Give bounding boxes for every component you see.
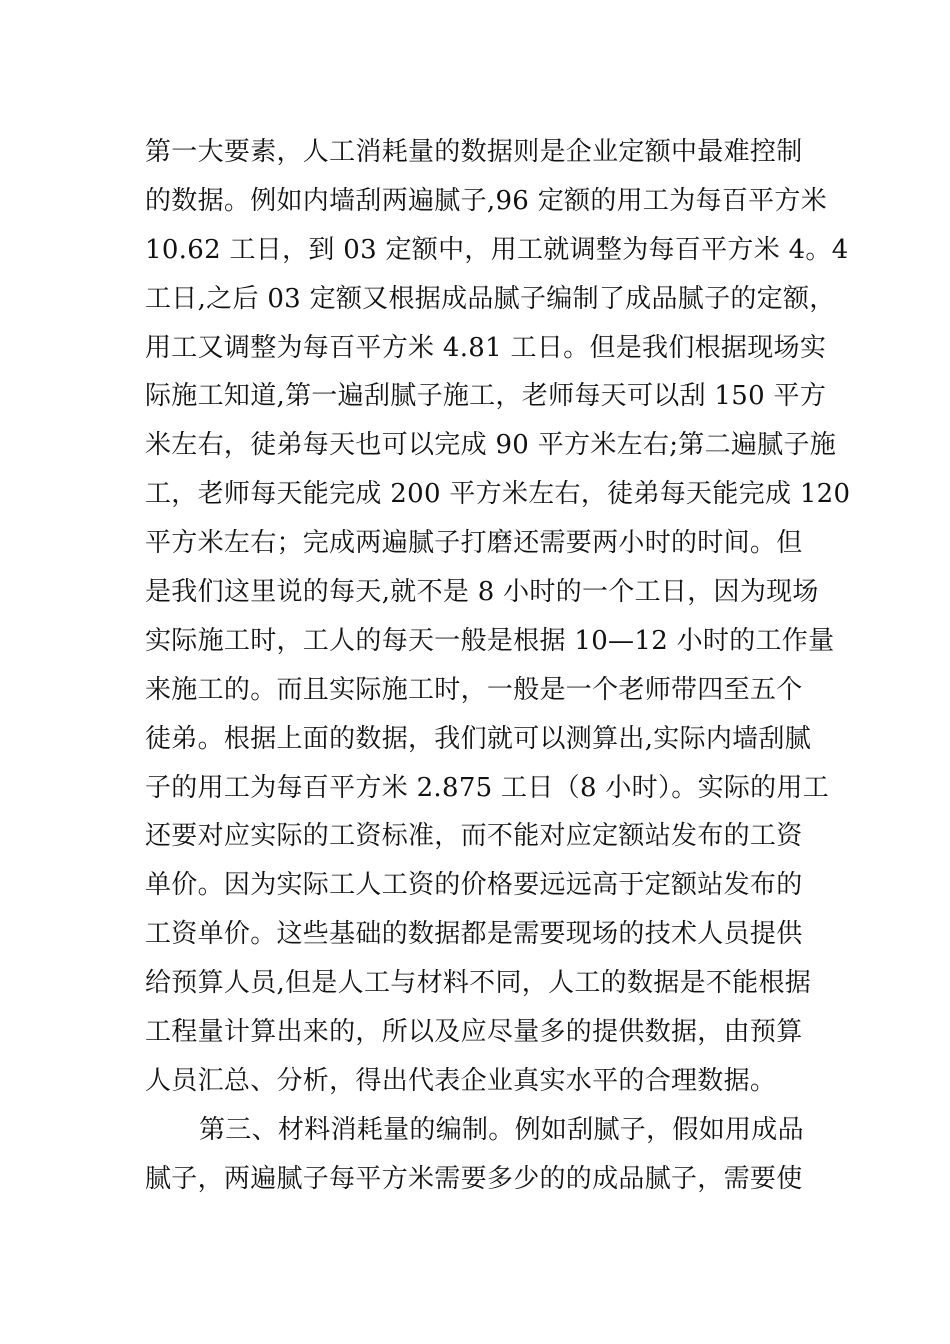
text-line: 给预算人员,但是人工与材料不同，人工的数据是不能根据 xyxy=(145,968,812,999)
body-text xyxy=(145,128,851,1204)
text-line: 实际施工时，工人的每天一般是根据 10—12 小时的工作量 xyxy=(145,625,835,656)
text-line: 平方米左右；完成两遍腻子打磨还需要两小时的时间。但 xyxy=(145,528,803,559)
paragraph-start-line: 第三、材料消耗量的编制。例如刮腻子，假如用成品 xyxy=(199,1114,804,1145)
text-line: 徒弟。根据上面的数据，我们就可以测算出,实际内墙刮腻 xyxy=(145,723,812,754)
text-line: 的数据。例如内墙刮两遍腻子,96 定额的用工为每百平方米 xyxy=(145,185,828,216)
text-line: 是我们这里说的每天,就不是 8 小时的一个工日，因为现场 xyxy=(145,577,819,608)
text-line: 10.62 工日，到 03 定额中，用工就调整为每百平方米 4。4 xyxy=(145,234,849,265)
text-line: 来施工的。而且实际施工时，一般是一个老师带四至五个 xyxy=(145,674,803,705)
text-line: 还要对应实际的工资标准，而不能对应定额站发布的工资 xyxy=(145,821,803,852)
text-line: 第一大要素，人工消耗量的数据则是企业定额中最难控制 xyxy=(145,137,803,167)
text-line: 工，老师每天能完成 200 平方米左右，徒弟每天能完成 120 xyxy=(145,479,851,510)
text-line: 子的用工为每百平方米 2.875 工日（8 小时）。实际的用工 xyxy=(145,772,830,803)
text-line: 人员汇总、分析，得出代表企业真实水平的合理数据。 xyxy=(145,1065,777,1096)
text-line: 工程量计算出来的，所以及应尽量多的提供数据，由预算 xyxy=(145,1017,803,1048)
text-line: 米左右，徒弟每天也可以完成 90 平方米左右;第二遍腻子施 xyxy=(145,430,837,461)
text-line: 际施工知道,第一遍刮腻子施工，老师每天可以刮 150 平方 xyxy=(145,381,827,412)
text-line: 腻子，两遍腻子每平方米需要多少的的成品腻子，需要使 xyxy=(145,1163,803,1194)
text-line: 单价。因为实际工人工资的价格要远远高于定额站发布的 xyxy=(145,870,803,901)
text-line: 工资单价。这些基础的数据都是需要现场的技术人员提供 xyxy=(145,919,803,950)
text-line: 工日,之后 03 定额又根据成品腻子编制了成品腻子的定额， xyxy=(145,283,836,314)
text-line: 用工又调整为每百平方米 4.81 工日。但是我们根据现场实 xyxy=(145,332,827,363)
